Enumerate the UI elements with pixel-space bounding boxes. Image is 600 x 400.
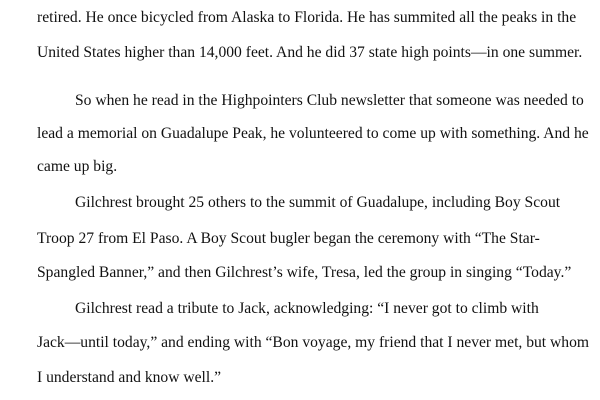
text-line: Spangled Banner,” and then Gilchrest’s wife, Tresa, led the group in singing “Today.” (37, 264, 572, 281)
text-line: United States higher than 14,000 feet. And he did 37 state high points—in one summer. (37, 44, 583, 61)
paragraph-first-line: Gilchrest brought 25 others to the summit of Guadalupe, including Boy Scout (75, 194, 561, 211)
text-line: I understand and know well.” (37, 369, 222, 386)
paragraph-first-line: Gilchrest read a tribute to Jack, acknowledging: “I never got to climb with (75, 300, 539, 317)
paragraph-first-line: So when he read in the Highpointers Club newsletter that someone was needed to (75, 92, 584, 109)
text-line: Troop 27 from El Paso. A Boy Scout bugler began the ceremony with “The Star- (37, 230, 540, 247)
text-line: lead a memorial on Guadalupe Peak, he volunteered to come up with something. And he (37, 125, 589, 142)
text-line: retired. He once bicycled from Alaska to Florida. He has summited all the peaks in the (37, 9, 577, 26)
text-line: came up big. (37, 158, 118, 175)
text-line: Jack—until today,” and ending with “Bon voyage, my friend that I never met, but whom (37, 334, 590, 351)
